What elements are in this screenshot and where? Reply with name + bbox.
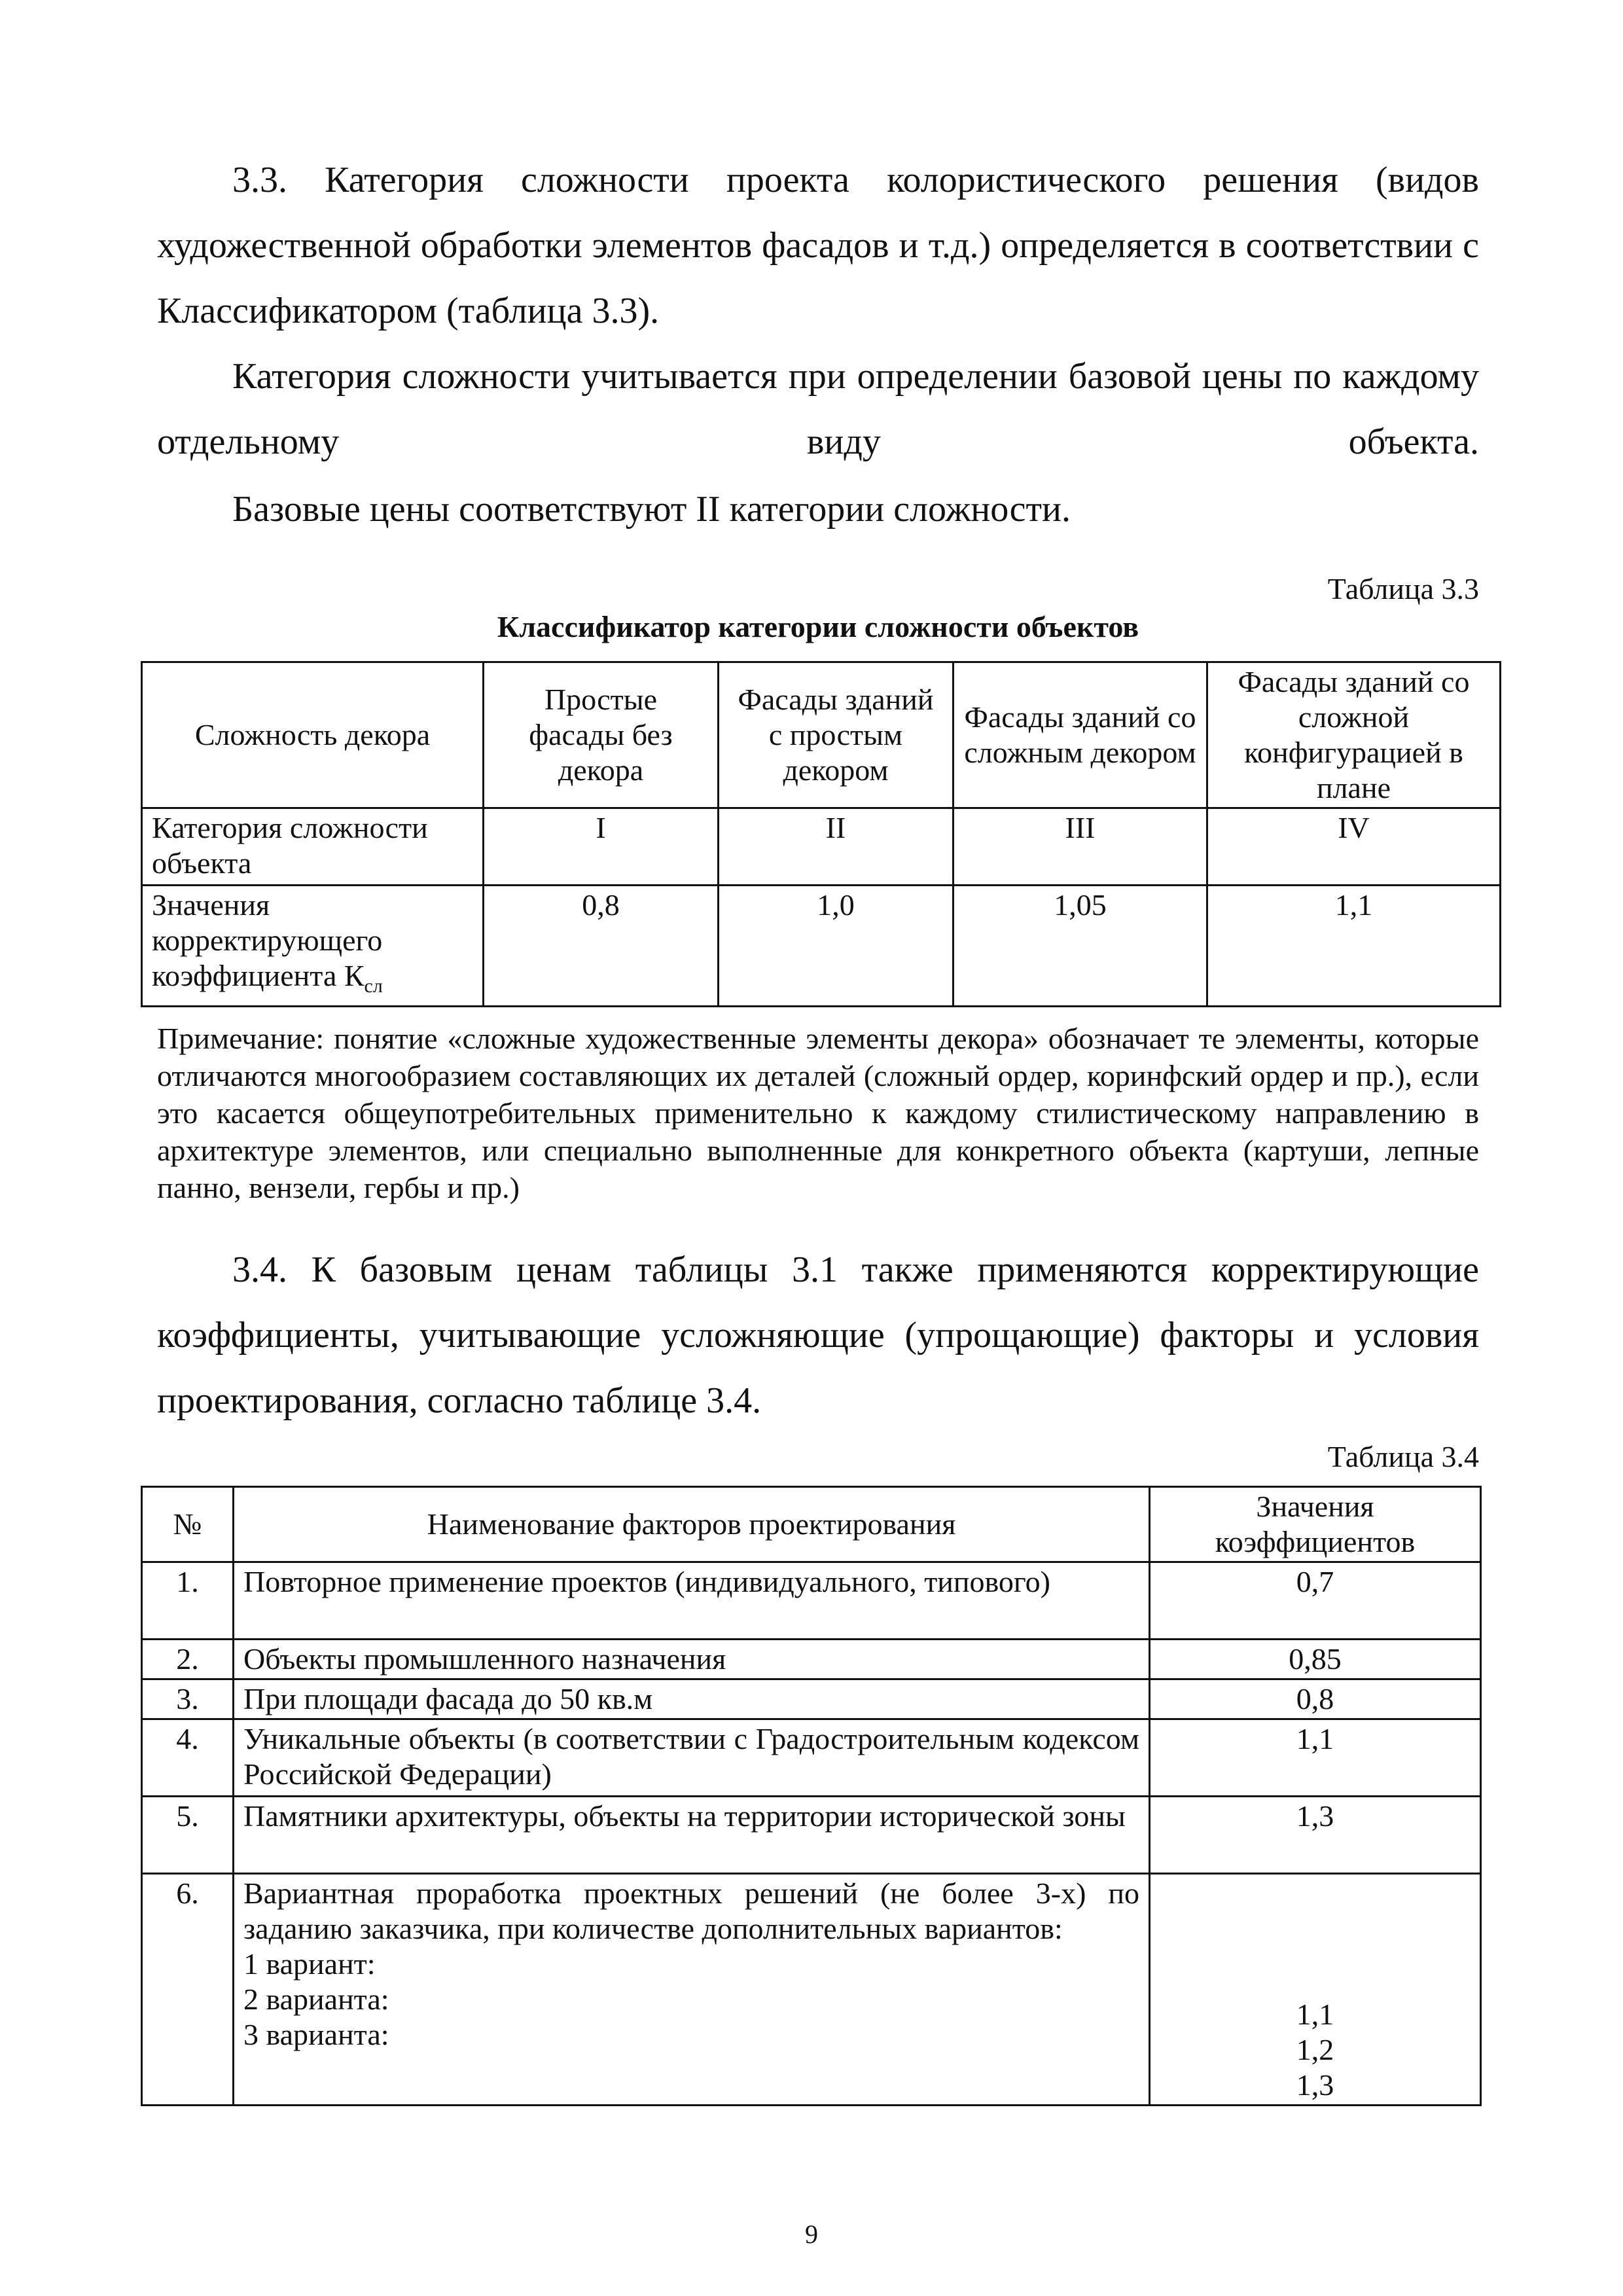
row-number: 5. bbox=[142, 1797, 234, 1874]
table-row bbox=[142, 808, 1501, 886]
paragraph-complexity: Категория сложности учитывается при определении базовой цены по каждому отдельному виду объекта. bbox=[157, 356, 1479, 462]
table-3-3-title: Классификатор категории сложности объектов bbox=[497, 610, 1139, 643]
factor-name bbox=[234, 1874, 1150, 2106]
row-label-subscript: сл bbox=[364, 975, 383, 997]
row-number: 2. bbox=[142, 1640, 234, 1679]
table-row bbox=[142, 1874, 1481, 2106]
coefficient-value: 1,2 bbox=[1296, 2033, 1334, 2066]
row-label: Категория сложности объекта bbox=[142, 808, 484, 886]
factor-name: При площади фасада до 50 кв.м bbox=[234, 1679, 1150, 1719]
header-cell: Наименование факторов проектирования bbox=[234, 1487, 1150, 1562]
coefficient-value: 0,85 bbox=[1150, 1640, 1481, 1679]
table-cell: I bbox=[484, 808, 719, 886]
factor-description: Вариантная проработка проектных решений (не более 3-х) по заданию заказчика, при количестве дополнительных вариантов: bbox=[243, 1876, 1139, 1945]
coefficient-value: 0,8 bbox=[1150, 1679, 1481, 1719]
table-cell: II bbox=[719, 808, 954, 886]
factor-name: Объекты промышленного назначения bbox=[234, 1640, 1150, 1679]
option-label: 1 вариант: bbox=[243, 1947, 376, 1981]
paragraph-base-prices: Базовые цены соответствуют II категории сложности. bbox=[232, 489, 1071, 529]
table-cell: III bbox=[954, 808, 1207, 886]
table-row bbox=[142, 1797, 1481, 1874]
row-number: 6. bbox=[142, 1874, 234, 2106]
table-row bbox=[142, 1679, 1481, 1719]
table-cell: 1,0 bbox=[719, 886, 954, 1007]
header-cell: Фасады зданий со сложным декором bbox=[954, 662, 1207, 808]
row-number: 1. bbox=[142, 1562, 234, 1640]
header-cell: Фасады зданий с простым декором bbox=[719, 662, 954, 808]
coefficient-value: 1,3 bbox=[1150, 1797, 1481, 1874]
row-label-text: Значения корректирующего коэффициента К bbox=[152, 888, 383, 992]
option-label: 3 варианта: bbox=[243, 2018, 389, 2051]
table-row bbox=[142, 1640, 1481, 1679]
coefficient-value: 1,1 bbox=[1296, 1998, 1334, 2031]
table-row bbox=[142, 886, 1501, 1007]
row-label bbox=[142, 886, 484, 1007]
table-cell: 1,1 bbox=[1207, 886, 1501, 1007]
header-cell: Простые фасады без декора bbox=[484, 662, 719, 808]
row-number: 3. bbox=[142, 1679, 234, 1719]
header-cell: Значения коэффициентов bbox=[1150, 1487, 1481, 1562]
factor-name: Повторное применение проектов (индивидуального, типового) bbox=[234, 1562, 1150, 1640]
table-cell: 0,8 bbox=[484, 886, 719, 1007]
coefficient-value: 1,1 bbox=[1150, 1719, 1481, 1797]
coefficient-value: 0,7 bbox=[1150, 1562, 1481, 1640]
header-cell: Сложность декора bbox=[142, 662, 484, 808]
table-3-3-label: Таблица 3.3 bbox=[1327, 572, 1479, 605]
header-cell: Фасады зданий со сложной конфигурацией в плане bbox=[1207, 662, 1501, 808]
table-cell: IV bbox=[1207, 808, 1501, 886]
table-row bbox=[142, 1719, 1481, 1797]
row-number: 4. bbox=[142, 1719, 234, 1797]
table-3-3-header-row bbox=[142, 662, 1501, 808]
paragraph-3-4: 3.4. К базовым ценам таблицы 3.1 также применяются корректирующие коэффициенты, учитывающие усложняющие (упрощающие) факторы и условия проектирования, согласно таблице 3.4. bbox=[157, 1249, 1479, 1421]
page-number: 9 bbox=[805, 2219, 818, 2249]
paragraph-3-3: 3.3. Категория сложности проекта колористического решения (видов художественной обработки элементов фасадов и т.д.) определяется в соответствии с Классификатором (таблица 3.3). bbox=[157, 160, 1479, 331]
table-row bbox=[142, 1562, 1481, 1640]
note: Примечание: понятие «сложные художественные элементы декора» обозначает те элементы, которые отличаются многообразием составляющих их деталей (сложный ордер, коринфский ордер и пр.), если это касается общеупотребительных применительно к каждому стилистическому направлению в архитектуре элементов, или специально выполненные для конкретного объекта (картуши, лепные панно, вензели, гербы и пр.) bbox=[157, 1022, 1479, 1204]
coefficient-value: 1,3 bbox=[1296, 2068, 1334, 2102]
option-label: 2 варианта: bbox=[243, 1982, 389, 2016]
factor-name: Уникальные объекты (в соответствии с Градостроительным кодексом Российской Федерации) bbox=[234, 1719, 1150, 1797]
table-cell: 1,05 bbox=[954, 886, 1207, 1007]
table-3-4-label: Таблица 3.4 bbox=[1327, 1440, 1479, 1473]
factor-name: Памятники архитектуры, объекты на территории исторической зоны bbox=[234, 1797, 1150, 1874]
table-3-4 bbox=[141, 1486, 1482, 2106]
coefficient-values bbox=[1150, 1874, 1481, 2106]
table-3-4-header-row bbox=[142, 1487, 1481, 1562]
table-3-3 bbox=[141, 661, 1501, 1007]
header-cell: № bbox=[142, 1487, 234, 1562]
